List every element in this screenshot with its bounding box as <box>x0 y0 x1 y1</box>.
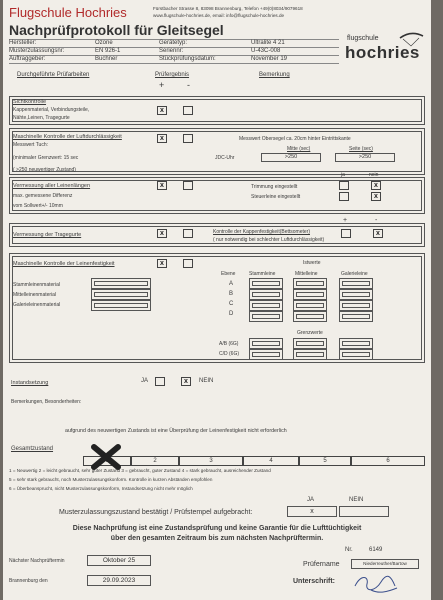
luft-line1: Messwert Tuch: <box>13 142 49 148</box>
ebene-c: C <box>229 301 234 307</box>
stammleinen-material-field[interactable] <box>91 278 151 289</box>
gesamt-scale-3[interactable]: 3 <box>179 456 243 466</box>
gesamt-legend-3: 6 = Überbeansprucht, nicht Musterzulassungskonform, Instandsetzung nicht mehr möglich <box>9 486 193 491</box>
verm-plus-checkbox[interactable]: x <box>157 181 167 190</box>
stamm-d-field[interactable] <box>249 311 283 322</box>
sichtkontrolle-line2: Nähte,Leinen, Tragegurte <box>13 115 70 121</box>
unterschrift-label: Unterschrift: <box>293 578 336 585</box>
gesamt-scale-4[interactable]: 4 <box>243 456 299 466</box>
disclaimer-line1: Diese Nachprüfung ist eine Zustandsprüfung und keine Garantie für die Lufttüchtigkeit <box>72 525 362 532</box>
school-web-email: www.flugschule-hochries.de, email: info@flugschule-hochries.de <box>153 13 285 18</box>
ebene-a: A <box>229 281 234 287</box>
stueck-value: November 19 <box>251 56 288 62</box>
kappen-minus: - <box>375 217 378 224</box>
verm-nein-label: nein <box>369 172 379 178</box>
col-plus: + <box>159 80 165 90</box>
grenz-cd-galerie-field[interactable] <box>339 349 373 360</box>
nr-value: 6149 <box>369 547 383 553</box>
serien-value: U-43C-008 <box>251 48 281 54</box>
luft-line2: (minimaler Grenzwert: 15 sec <box>13 155 79 161</box>
galerie-c-field[interactable] <box>339 300 373 311</box>
sichtkontrolle-line1: Kappenmaterial, Verbindungsteile, <box>13 107 90 113</box>
grenz-ab-galerie-field[interactable] <box>339 338 373 349</box>
col-ergebnis: Prüfergebnis <box>155 72 190 78</box>
gesamt-legend-2: 5 = sehr stark gebraucht, noch Musterzulassungskonform. Kontrolle in kurzen Abständen empfohlen <box>9 477 213 482</box>
trimmung-ja-checkbox[interactable] <box>339 181 349 190</box>
luft-line3: ( >250 neuwertiger Zustand) <box>13 167 76 173</box>
logo-main-text: hochries <box>345 43 420 62</box>
instand-nein-label: NEIN <box>199 378 214 384</box>
luft-seite-value[interactable]: >250 <box>335 153 395 162</box>
mittelleinen-material-label: Mittelleinenmaterial <box>13 292 57 298</box>
gesamt-selection-cross-icon <box>91 444 121 470</box>
luft-title: Maschinelle Kontrolle der Luftdurchlässigkeit <box>13 134 122 140</box>
bestaetigt-label: Musterzulassungszustand bestätigt / Prüfstempel aufgebracht: <box>59 509 253 516</box>
steuerleine-label: Steuerleine eingestellt <box>251 194 301 200</box>
leinen-title: Maschinelle Kontrolle der Leinenfestigkeit <box>13 261 115 267</box>
galerieleinen-material-label: Galerieleinenmaterial <box>13 302 61 308</box>
school-name: Flugschule Hochries <box>9 5 127 20</box>
verm-line1: max. gemessene Differenz <box>13 193 73 199</box>
sichtkontrolle-plus-checkbox[interactable]: x <box>157 106 167 115</box>
verm-minus-checkbox[interactable] <box>183 181 193 190</box>
ebene-label: Ebene <box>221 271 236 277</box>
aufgrund-note: aufgrund des neuwertigen Zustands ist eine Überprüfung der Leinenfestigkeit nicht erforderlich <box>65 428 287 434</box>
logo <box>345 30 425 66</box>
naechster-value[interactable]: Oktober 25 <box>87 555 151 566</box>
ebene-d: D <box>229 311 234 317</box>
verm-title: Vermessung aller Leinenlängen <box>13 183 91 189</box>
mittelleine-label: Mittelleine <box>295 271 318 277</box>
stamm-a-field[interactable] <box>249 278 283 289</box>
kappen-line1: Kontrolle der Kappenfestigkeit(Bettsometer) <box>213 229 310 235</box>
luft-plus-checkbox[interactable]: x <box>157 134 167 143</box>
gesamt-scale-5[interactable]: 5 <box>299 456 351 466</box>
galerie-a-field[interactable] <box>339 278 373 289</box>
galerieleinen-material-field[interactable] <box>91 300 151 311</box>
instand-label: Instandsetzung <box>11 380 49 386</box>
muster-label: Musterzulassungsnr: <box>9 48 65 54</box>
nr-label: Nr. <box>345 547 353 553</box>
trimmung-nein-checkbox[interactable]: x <box>371 181 381 190</box>
pruefername-label: Prüfername <box>303 561 340 568</box>
kappen-plus: + <box>343 217 348 224</box>
grenz-cd-stamm-field[interactable] <box>249 349 283 360</box>
school-address: Fürstbacher Strasse 8, 83098 Brannenburg, Telefon +49(0)8034/9079618 <box>153 6 303 11</box>
col-bemerkung: Bemerkung <box>259 72 290 78</box>
hersteller-label: Hersteller: <box>9 40 37 46</box>
bestaetigt-ja-checkbox[interactable]: x <box>287 506 337 517</box>
luft-seite-label: Seite (sec) <box>349 146 373 152</box>
sichtkontrolle-title: Sichtkontrolle <box>13 99 47 105</box>
kappen-plus-checkbox[interactable] <box>341 229 351 238</box>
ab-label: A/B (6G) <box>219 341 239 347</box>
stammleine-label: Stammleine <box>249 271 276 277</box>
grenzwerte-label: Grenzwerte <box>297 330 323 336</box>
instand-ja-checkbox[interactable] <box>155 377 165 386</box>
pruefername-value[interactable]: Niederreuther/Bartow <box>351 559 419 569</box>
sichtkontrolle-minus-checkbox[interactable] <box>183 106 193 115</box>
istwerte-label: Istwerte <box>303 260 321 266</box>
serien-label: Seriennr: <box>159 48 184 54</box>
geraetetyp-label: Gerätetyp: <box>159 40 188 46</box>
gesamt-scale-6[interactable]: 6 <box>351 456 425 466</box>
steuerleine-nein-checkbox[interactable]: x <box>371 192 381 201</box>
signature-icon <box>351 572 401 596</box>
stammleinen-material-label: Stammleinenmaterial <box>13 282 60 288</box>
galerieleine-label: Galerieleine <box>341 271 368 277</box>
mittel-d-field[interactable] <box>293 311 327 322</box>
leinen-plus-checkbox[interactable]: x <box>157 259 167 268</box>
bemerkungen-label: Bemerkungen, Besonderheiten: <box>11 399 82 405</box>
stamm-c-field[interactable] <box>249 300 283 311</box>
brannenburg-label: Brannenburg den <box>9 578 48 584</box>
trimmung-label: Trimmung eingestellt <box>251 184 298 190</box>
bestaetigt-ja-label: JA <box>307 497 315 503</box>
mittelleinen-material-field[interactable] <box>91 289 151 300</box>
tragegurte-plus-checkbox[interactable]: x <box>157 229 167 238</box>
gesamt-label: Gesamtzustand <box>11 446 54 452</box>
grenz-ab-stamm-field[interactable] <box>249 338 283 349</box>
kappen-line2: ( nur notwendig bei schlechter Luftdurchlässigkeit) <box>213 237 325 243</box>
verm-line2: vom Sollwert+/- 10mm <box>13 203 63 209</box>
brannenburg-value[interactable]: 29.09.2023 <box>87 575 151 586</box>
page-title: Nachprüfprotokoll für Gleitsegel <box>9 22 224 38</box>
gesamt-scale-2[interactable]: 2 <box>131 456 179 466</box>
stueck-label: Stückprüfungsdatum: <box>159 56 216 62</box>
galerie-d-field[interactable] <box>339 311 373 322</box>
grenz-ab-mittel-field[interactable] <box>293 338 327 349</box>
luft-mitte-label: Mitte (sec) <box>287 146 311 152</box>
mittel-b-field[interactable] <box>293 289 327 300</box>
luft-mitte-value[interactable]: >250 <box>261 153 321 162</box>
instand-ja-label: JA <box>141 378 149 384</box>
luft-minus-checkbox[interactable] <box>183 134 193 143</box>
cd-label: C/D (6G) <box>219 351 239 357</box>
col-arbeiten: Durchgeführte Prüfarbeiten <box>17 72 90 78</box>
luft-jdc: JDC-Uhr <box>215 155 235 161</box>
verm-ja-label: ja <box>341 172 345 178</box>
logo-top-text: flugschule <box>347 35 379 42</box>
gesamt-legend-1: 1 = Neuwertig 2 = leicht gebraucht, sehr guter Zustand 3 = gebraucht, guter Zustand 4 = stark gebraucht, ausreichender Zustand <box>9 468 271 473</box>
tragegurte-title: Vermessung der Tragegurte <box>13 232 82 238</box>
auftrag-value: Buchner <box>95 56 118 62</box>
protocol-sheet <box>3 0 431 600</box>
tragegurte-minus-checkbox[interactable] <box>183 229 193 238</box>
bestaetigt-nein-label: NEIN <box>349 497 364 503</box>
col-minus: - <box>187 80 190 90</box>
naechster-label: Nächster Nachprüftermin <box>9 558 65 564</box>
mittel-a-field[interactable] <box>293 278 327 289</box>
kappen-minus-checkbox[interactable]: x <box>373 229 383 238</box>
steuerleine-ja-checkbox[interactable] <box>339 192 349 201</box>
leinen-minus-checkbox[interactable] <box>183 259 193 268</box>
bestaetigt-nein-checkbox[interactable] <box>339 506 389 517</box>
stamm-b-field[interactable] <box>249 289 283 300</box>
galerie-b-field[interactable] <box>339 289 373 300</box>
instand-nein-checkbox[interactable]: x <box>181 377 191 386</box>
luft-messwert: Messwert Obersegel ca. 20cm hinter Eintrittskante <box>239 136 351 142</box>
auftrag-label: Auftraggeber: <box>9 56 46 62</box>
ebene-b: B <box>229 291 234 297</box>
mittel-c-field[interactable] <box>293 300 327 311</box>
grenz-cd-mittel-field[interactable] <box>293 349 327 360</box>
hersteller-value: Ozone <box>95 40 113 46</box>
muster-value: EN 926-1 <box>95 48 121 54</box>
disclaimer-line2: über den gesamten Zeitraum bis zum nächsten Nachprüftermin. <box>110 535 324 542</box>
geraetetyp-value: Ultralite 4 21 <box>251 40 285 46</box>
